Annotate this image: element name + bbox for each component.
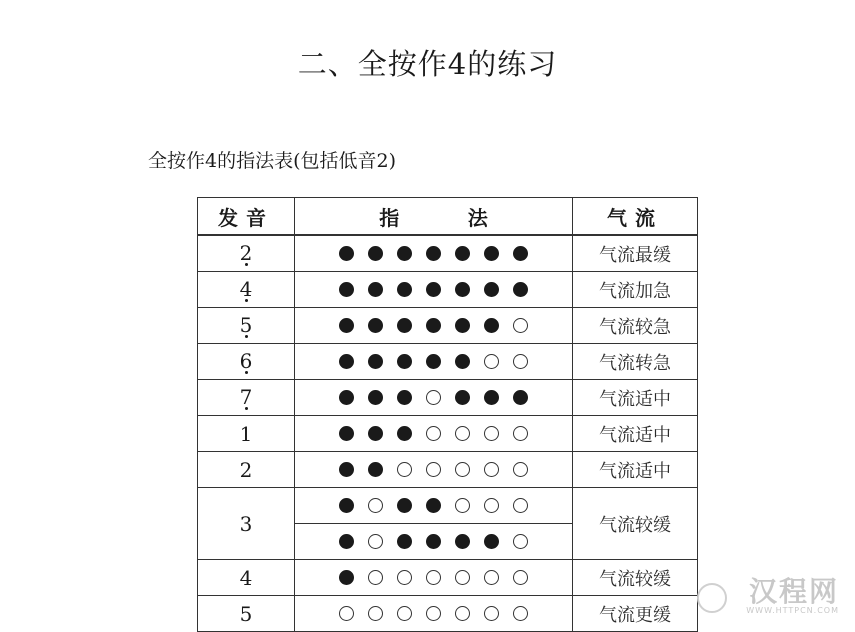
air-cell: 气流适中 bbox=[573, 380, 698, 416]
open-hole-icon bbox=[455, 462, 470, 477]
header-air bbox=[573, 198, 698, 236]
fingering-cell bbox=[295, 488, 573, 524]
closed-hole-icon bbox=[397, 426, 412, 441]
open-hole-icon bbox=[484, 606, 499, 621]
note-value: 1 bbox=[239, 421, 253, 446]
fingering-table bbox=[197, 197, 698, 632]
note-value: 2 bbox=[239, 241, 253, 265]
closed-hole-icon bbox=[455, 282, 470, 297]
closed-hole-icon bbox=[426, 246, 441, 261]
open-hole-icon bbox=[513, 426, 528, 441]
table-row bbox=[198, 452, 698, 488]
fingering-cell bbox=[295, 380, 573, 416]
fingering-cell bbox=[295, 452, 573, 488]
air-cell: 气流加急 bbox=[573, 272, 698, 308]
closed-hole-icon bbox=[426, 498, 441, 513]
fingering-cell bbox=[295, 308, 573, 344]
closed-hole-icon bbox=[397, 534, 412, 549]
watermark bbox=[746, 570, 839, 615]
air-cell: 气流较缓 bbox=[573, 488, 698, 560]
open-hole-icon bbox=[368, 498, 383, 513]
note-value: 4 bbox=[239, 565, 253, 590]
closed-hole-icon bbox=[368, 246, 383, 261]
air-cell: 气流较急 bbox=[573, 308, 698, 344]
closed-hole-icon bbox=[484, 534, 499, 549]
note-cell bbox=[198, 344, 295, 380]
open-hole-icon bbox=[455, 426, 470, 441]
open-hole-icon bbox=[513, 570, 528, 585]
open-hole-icon bbox=[513, 606, 528, 621]
open-hole-icon bbox=[397, 570, 412, 585]
closed-hole-icon bbox=[426, 282, 441, 297]
closed-hole-icon bbox=[339, 390, 354, 405]
closed-hole-icon bbox=[397, 282, 412, 297]
closed-hole-icon bbox=[513, 390, 528, 405]
fingering-cell bbox=[295, 416, 573, 452]
air-cell: 气流最缓 bbox=[573, 235, 698, 272]
air-cell: 气流适中 bbox=[573, 452, 698, 488]
table-row bbox=[198, 488, 698, 524]
note-value: 3 bbox=[239, 511, 253, 536]
note-value: 5 bbox=[239, 601, 253, 626]
closed-hole-icon bbox=[484, 318, 499, 333]
fingering-cell bbox=[295, 596, 573, 632]
closed-hole-icon bbox=[455, 246, 470, 261]
closed-hole-icon bbox=[339, 246, 354, 261]
open-hole-icon bbox=[426, 426, 441, 441]
closed-hole-icon bbox=[368, 318, 383, 333]
air-cell: 气流转急 bbox=[573, 344, 698, 380]
closed-hole-icon bbox=[368, 354, 383, 369]
table-row bbox=[198, 596, 698, 632]
fingering-cell bbox=[295, 524, 573, 560]
table-row bbox=[198, 344, 698, 380]
note-cell bbox=[198, 596, 295, 632]
watermark-url: WWW.HTTPCN.COM bbox=[746, 606, 839, 615]
closed-hole-icon bbox=[397, 318, 412, 333]
watermark-main: 汉程网 bbox=[748, 575, 839, 608]
open-hole-icon bbox=[426, 390, 441, 405]
closed-hole-icon bbox=[513, 246, 528, 261]
closed-hole-icon bbox=[484, 390, 499, 405]
fingering-cell bbox=[295, 560, 573, 596]
note-value: 7 bbox=[239, 385, 253, 409]
fingering-cell bbox=[295, 235, 573, 272]
header-fingering-right: 法 bbox=[467, 205, 488, 230]
open-hole-icon bbox=[455, 606, 470, 621]
open-hole-icon bbox=[368, 570, 383, 585]
closed-hole-icon bbox=[368, 462, 383, 477]
closed-hole-icon bbox=[513, 282, 528, 297]
closed-hole-icon bbox=[339, 534, 354, 549]
open-hole-icon bbox=[484, 570, 499, 585]
fingering-cell bbox=[295, 272, 573, 308]
closed-hole-icon bbox=[455, 390, 470, 405]
closed-hole-icon bbox=[339, 462, 354, 477]
table-header-row bbox=[198, 198, 698, 236]
table-row bbox=[198, 416, 698, 452]
table-row bbox=[198, 308, 698, 344]
closed-hole-icon bbox=[339, 282, 354, 297]
table-row bbox=[198, 380, 698, 416]
closed-hole-icon bbox=[397, 354, 412, 369]
open-hole-icon bbox=[368, 606, 383, 621]
closed-hole-icon bbox=[339, 426, 354, 441]
note-value: 2 bbox=[239, 457, 253, 482]
closed-hole-icon bbox=[426, 534, 441, 549]
note-value: 6 bbox=[239, 349, 253, 373]
table-row bbox=[198, 560, 698, 596]
closed-hole-icon bbox=[397, 390, 412, 405]
closed-hole-icon bbox=[484, 246, 499, 261]
table-caption: 全按作4的指法表(包括低音2) bbox=[148, 150, 397, 172]
open-hole-icon bbox=[513, 318, 528, 333]
closed-hole-icon bbox=[368, 390, 383, 405]
note-value: 4 bbox=[239, 277, 253, 301]
header-fingering-left: 指 bbox=[379, 205, 400, 230]
air-cell: 气流较缓 bbox=[573, 560, 698, 596]
header-note-label: 发音 bbox=[218, 205, 274, 230]
open-hole-icon bbox=[484, 354, 499, 369]
air-cell: 气流更缓 bbox=[573, 596, 698, 632]
open-hole-icon bbox=[426, 570, 441, 585]
note-value: 5 bbox=[239, 313, 253, 337]
closed-hole-icon bbox=[339, 354, 354, 369]
header-air-label: 气流 bbox=[607, 205, 663, 230]
closed-hole-icon bbox=[339, 318, 354, 333]
closed-hole-icon bbox=[368, 282, 383, 297]
closed-hole-icon bbox=[397, 498, 412, 513]
open-hole-icon bbox=[455, 570, 470, 585]
open-hole-icon bbox=[426, 462, 441, 477]
table-body bbox=[198, 235, 698, 632]
open-hole-icon bbox=[484, 498, 499, 513]
open-hole-icon bbox=[484, 462, 499, 477]
open-hole-icon bbox=[397, 606, 412, 621]
note-cell bbox=[198, 560, 295, 596]
open-hole-icon bbox=[397, 462, 412, 477]
open-hole-icon bbox=[368, 534, 383, 549]
closed-hole-icon bbox=[455, 534, 470, 549]
closed-hole-icon bbox=[368, 426, 383, 441]
header-note bbox=[198, 198, 295, 236]
open-hole-icon bbox=[339, 606, 354, 621]
note-cell bbox=[198, 308, 295, 344]
air-cell: 气流适中 bbox=[573, 416, 698, 452]
open-hole-icon bbox=[513, 498, 528, 513]
note-cell bbox=[198, 272, 295, 308]
open-hole-icon bbox=[426, 606, 441, 621]
open-hole-icon bbox=[513, 354, 528, 369]
watermark-logo-icon bbox=[697, 583, 727, 613]
header-fingering bbox=[295, 198, 573, 236]
open-hole-icon bbox=[484, 426, 499, 441]
closed-hole-icon bbox=[339, 498, 354, 513]
closed-hole-icon bbox=[426, 354, 441, 369]
fingering-cell bbox=[295, 344, 573, 380]
closed-hole-icon bbox=[339, 570, 354, 585]
note-cell bbox=[198, 380, 295, 416]
table-row bbox=[198, 235, 698, 272]
closed-hole-icon bbox=[484, 282, 499, 297]
note-cell bbox=[198, 235, 295, 272]
open-hole-icon bbox=[513, 462, 528, 477]
closed-hole-icon bbox=[397, 246, 412, 261]
table-row bbox=[198, 272, 698, 308]
closed-hole-icon bbox=[426, 318, 441, 333]
note-cell bbox=[198, 488, 295, 560]
page-title: 二、全按作4的练习 bbox=[297, 47, 558, 81]
closed-hole-icon bbox=[455, 354, 470, 369]
closed-hole-icon bbox=[455, 318, 470, 333]
open-hole-icon bbox=[455, 498, 470, 513]
open-hole-icon bbox=[513, 534, 528, 549]
note-cell bbox=[198, 416, 295, 452]
note-cell bbox=[198, 452, 295, 488]
